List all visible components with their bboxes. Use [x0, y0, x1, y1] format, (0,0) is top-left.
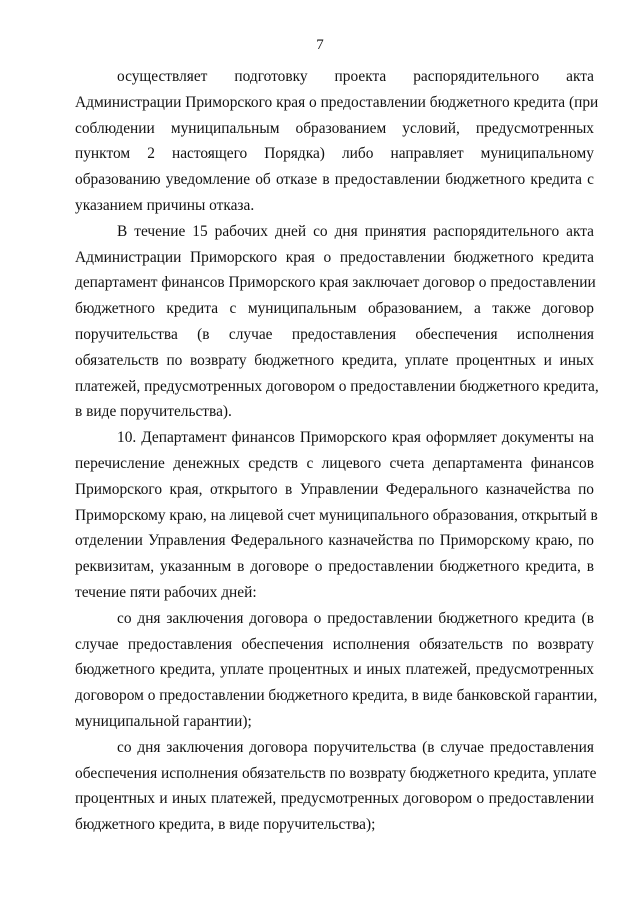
text-line: договором о предоставлении бюджетного кредита, в виде банковской гарантии,	[75, 687, 598, 705]
text-line: В течение 15 рабочих дней со дня принятия распорядительного акта	[117, 222, 594, 240]
text-line: случае предоставления обеспечения исполнения обязательств по возврату	[75, 635, 594, 653]
text-line: бюджетного кредита, в виде поручительства);	[75, 816, 376, 834]
text-line: обязательств по возврату бюджетного кредита, уплате процентных и иных	[75, 351, 594, 369]
text-line: в виде поручительства).	[75, 403, 232, 421]
text-line: перечисление денежных средств с лицевого счета департамента финансов	[75, 454, 594, 472]
text-line: реквизитам, указанным в договоре о предоставлении бюджетного кредита, в	[75, 558, 594, 576]
text-line: бюджетного кредита, уплате процентных и иных платежей, предусмотренных	[75, 661, 594, 679]
paragraph-2	[75, 219, 599, 425]
text-line: соблюдении муниципальным образованием условий, предусмотренных	[75, 119, 594, 137]
text-line: течение пяти рабочих дней:	[75, 583, 257, 601]
text-line: 10. Департамент финансов Приморского края оформляет документы на	[117, 429, 594, 447]
text-line: Приморскому краю, на лицевой счет муниципального образования, открытый в	[75, 506, 598, 524]
text-line: департамент финансов Приморского края заключает договор о предоставлении	[75, 274, 596, 292]
text-line: Администрации Приморского края о предоставлении бюджетного кредита	[75, 248, 594, 266]
text-line: платежей, предусмотренных договором о предоставлении бюджетного кредита,	[75, 377, 599, 395]
text-line: образованию уведомление об отказе в предоставлении бюджетного кредита с	[75, 171, 594, 189]
text-line: бюджетного кредита с муниципальным образованием, а также договор	[75, 300, 594, 318]
text-line: со дня заключения договора поручительства (в случае предоставления	[117, 738, 594, 756]
text-line: Администрации Приморского края о предоставлении бюджетного кредита (при	[75, 93, 599, 111]
text-line: поручительства (в случае предоставления обеспечения исполнения	[75, 325, 594, 343]
paragraph-3	[75, 425, 598, 606]
text-line: указанием причины отказа.	[75, 196, 255, 214]
document-body	[75, 64, 599, 838]
page-number: 7	[316, 37, 324, 53]
text-line: Приморского края, открытого в Управлении Федерального казначейства по	[75, 480, 594, 498]
text-line: отделении Управления Федерального казначейства по Приморскому краю, по	[75, 532, 594, 550]
text-line: муниципальной гарантии);	[75, 712, 252, 730]
paragraph-1	[75, 64, 599, 219]
text-line: со дня заключения договора о предоставлении бюджетного кредита (в	[117, 609, 594, 627]
paragraph-4	[75, 606, 598, 735]
text-line: обеспечения исполнения обязательств по возврату бюджетного кредита, уплате	[75, 764, 597, 782]
text-line: пунктом 2 настоящего Порядка) либо направляет муниципальному	[75, 145, 594, 163]
paragraph-5	[75, 735, 597, 838]
text-line: процентных и иных платежей, предусмотренных договором о предоставлении	[75, 790, 594, 808]
text-line: осуществляет подготовку проекта распорядительного акта	[117, 68, 594, 85]
